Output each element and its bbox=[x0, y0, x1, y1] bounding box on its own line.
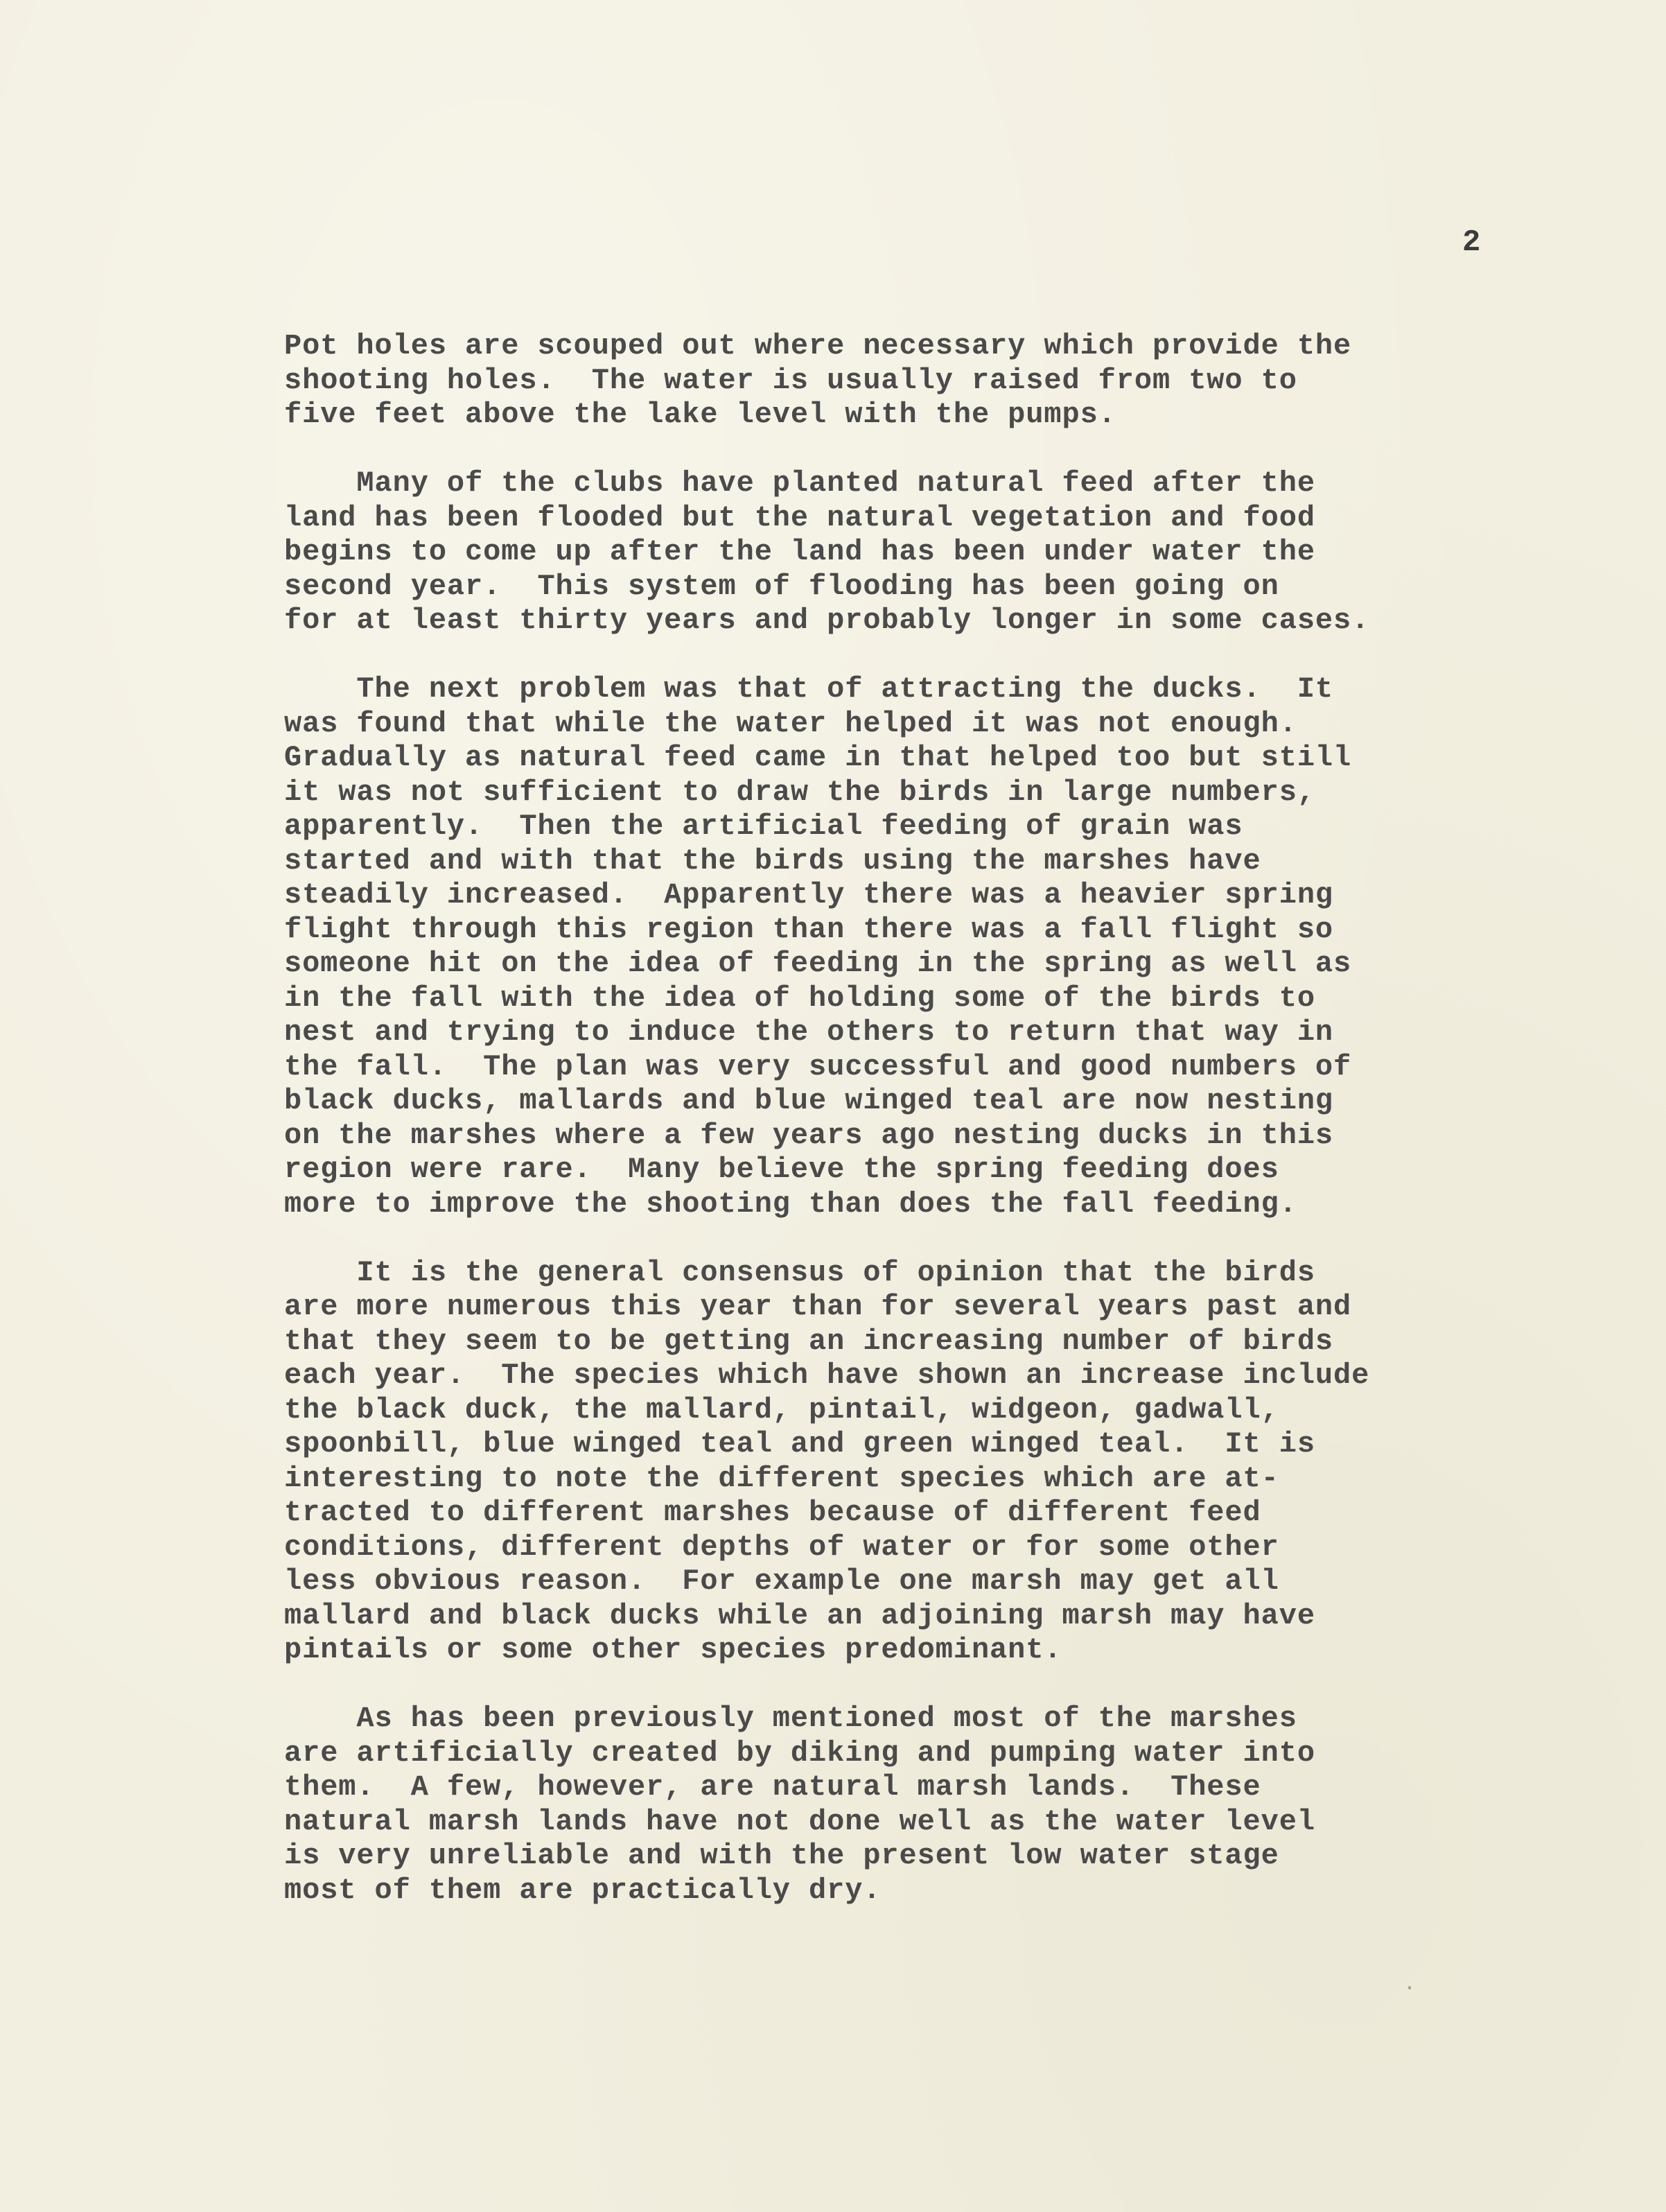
paragraph-natural-feed: Many of the clubs have planted natural feed after the land has been flooded but the natural vegetation and food begins to come up after the land has been under water the second year. This system of flooding has been going on for at least thirty years and probably longer in some cases. bbox=[284, 467, 1370, 637]
paragraph-attracting-ducks: The next problem was that of attracting the ducks. It was found that while the water helped it was not enough. Gradually as natural feed came in that helped too but still it was not sufficient to draw the birds in large numbers, apparently. Then the artificial feeding of grain was started and with that the birds using the marshes have steadily increased. Apparently there was a heavier spring flight through this region than there was a fall flight so someone hit on the idea of feeding in the spring as well as in the fall with the idea of holding some of the birds to nest and trying to induce the others to return that way in the fall. The plan was very successful and good numbers of black ducks, mallards and blue winged teal are now nesting on the marshes where a few years ago nesting ducks in this region were rare. Many believe the spring feeding does more to improve the shooting than does the fall feeding. bbox=[284, 672, 1352, 1221]
paragraph-natural-marshes: As has been previously mentioned most of the marshes are artificially created by diking and pumping water into them. A few, however, are natural marsh lands. These natural marsh lands have not done well as the water level is very unreliable and with the present low water stage most of them are practically dry. bbox=[284, 1702, 1315, 1907]
paragraph-pot-holes: Pot holes are scouped out where necessary which provide the shooting holes. The water is usually raised from two to five feet above the lake level with the pumps. bbox=[284, 329, 1352, 431]
document-body bbox=[284, 329, 1532, 1908]
paragraph-species-consensus: It is the general consensus of opinion that the birds are more numerous this year than for several years past and that they seem to be getting an increasing number of birds each year. The species which have shown an increase include the black duck, the mallard, pintail, widgeon, gadwall, spoonbill, blue winged teal and green winged teal. It is interesting to note the different species which are at- tracted to different marshes because of different feed conditions, different depths of water or for some other less obvious reason. For example one marsh may get all mallard and black ducks while an adjoining marsh may have pintails or some other species predominant. bbox=[284, 1255, 1370, 1666]
paper-speck bbox=[1408, 1986, 1411, 1989]
page-number: 2 bbox=[1462, 225, 1482, 260]
